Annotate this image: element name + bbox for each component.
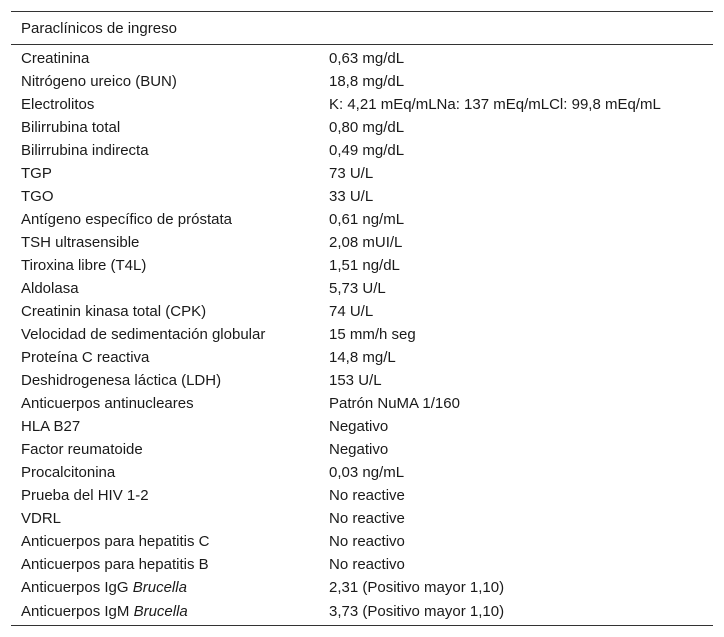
table-row [11,277,713,300]
table-body [11,45,713,626]
test-value: 0,80 mg/dL [329,119,405,136]
test-name-cell [11,45,329,71]
test-name-cell [11,553,329,576]
test-name-cell [11,461,329,484]
test-name: TGO [21,188,54,205]
table-header: Paraclínicos de ingreso [11,12,713,45]
test-name: Anticuerpos IgG [21,579,133,596]
test-value: 33 U/L [329,188,374,205]
table-row [11,553,713,576]
test-value: 0,03 ng/mL [329,464,405,481]
test-name: Creatinina [21,50,90,67]
test-value: 2,08 mUI/L [329,234,403,251]
test-name: Proteína C reactiva [21,349,150,366]
table-row [11,45,713,71]
test-value: Negativo [329,441,389,458]
table-row [11,599,713,626]
test-name-cell [11,392,329,415]
test-name-cell [11,162,329,185]
table-row [11,231,713,254]
test-name-cell [11,438,329,461]
test-name-cell [11,93,329,116]
test-name-cell [11,208,329,231]
table-row [11,369,713,392]
test-value: No reactive [329,510,405,527]
test-name-cell [11,415,329,438]
test-name-cell [11,484,329,507]
table-row [11,300,713,323]
table-row [11,139,713,162]
table-row [11,438,713,461]
table-row [11,93,713,116]
test-name-cell [11,116,329,139]
test-name-cell [11,369,329,392]
table-row [11,116,713,139]
test-name: TGP [21,165,52,182]
test-name-cell [11,346,329,369]
test-name-cell [11,70,329,93]
test-value: 153 U/L [329,372,382,389]
test-name: Deshidrogenesa láctica (LDH) [21,372,222,389]
table-row [11,392,713,415]
test-name: Electrolitos [21,96,95,113]
test-name-cell [11,300,329,323]
test-name: Prueba del HIV 1-2 [21,487,149,504]
test-value: Negativo [329,418,389,435]
test-name: VDRL [21,510,62,527]
test-name: Antígeno específico de próstata [21,211,232,228]
test-name-cell [11,254,329,277]
test-name-cell [11,139,329,162]
test-name: Velocidad de sedimentación globular [21,326,266,343]
test-name: Anticuerpos IgM [21,602,134,620]
test-value: Patrón NuMA 1/160 [329,395,460,412]
table-row [11,208,713,231]
test-value: 2,31 (Positivo mayor 1,10) [329,579,505,596]
table-row [11,70,713,93]
organism-name: Brucella [132,579,187,596]
test-name: Tiroxina libre (T4L) [21,257,147,274]
test-value: K: 4,21 mEq/mLNa: 137 mEq/mLCl: 99,8 mEq/mL [329,96,661,113]
table-header-row [11,12,713,45]
test-value: 1,51 ng/dL [329,257,400,274]
organism-name: Brucella [133,602,188,620]
test-value: No reactive [329,487,405,504]
test-name: Anticuerpos para hepatitis B [21,556,209,573]
table-row [11,576,713,599]
test-name: Aldolasa [21,280,79,297]
table-row [11,484,713,507]
test-name-cell [11,507,329,530]
test-name: TSH ultrasensible [21,234,140,251]
test-name: Bilirrubina total [21,119,121,136]
test-value: 18,8 mg/dL [329,73,405,90]
test-name: Procalcitonina [21,464,116,481]
test-name: Anticuerpos antinucleares [21,395,194,412]
test-value: 0,49 mg/dL [329,142,405,159]
test-value: 73 U/L [329,165,374,182]
test-name-cell [11,576,329,599]
test-name: HLA B27 [21,418,81,435]
table-row [11,323,713,346]
test-value: 0,61 ng/mL [329,211,405,228]
table-row [11,185,713,208]
test-name-cell [11,530,329,553]
table-row [11,346,713,369]
test-name: Creatinin kinasa total (CPK) [21,303,207,320]
test-name-cell [11,323,329,346]
lab-results-table [11,11,713,626]
test-name-cell [11,599,329,626]
test-name: Bilirrubina indirecta [21,142,149,159]
test-value: No reactivo [329,556,405,573]
test-value: No reactivo [329,533,405,550]
table-row [11,162,713,185]
test-name: Anticuerpos para hepatitis C [21,533,210,550]
table-row [11,415,713,438]
test-value: 0,63 mg/dL [329,50,405,67]
test-name-cell [11,231,329,254]
test-name-cell [11,185,329,208]
table-row [11,530,713,553]
test-value: 15 mm/h seg [329,326,416,343]
lab-results-table-container [11,11,713,626]
test-value: 5,73 U/L [329,280,386,297]
table-row [11,461,713,484]
test-value: 3,73 (Positivo mayor 1,10) [329,599,713,626]
test-value: 74 U/L [329,303,374,320]
table-row [11,254,713,277]
test-name: Factor reumatoide [21,441,143,458]
test-name: Nitrógeno ureico (BUN) [21,73,177,90]
table-row [11,507,713,530]
test-name-cell [11,277,329,300]
test-value: 14,8 mg/L [329,349,396,366]
